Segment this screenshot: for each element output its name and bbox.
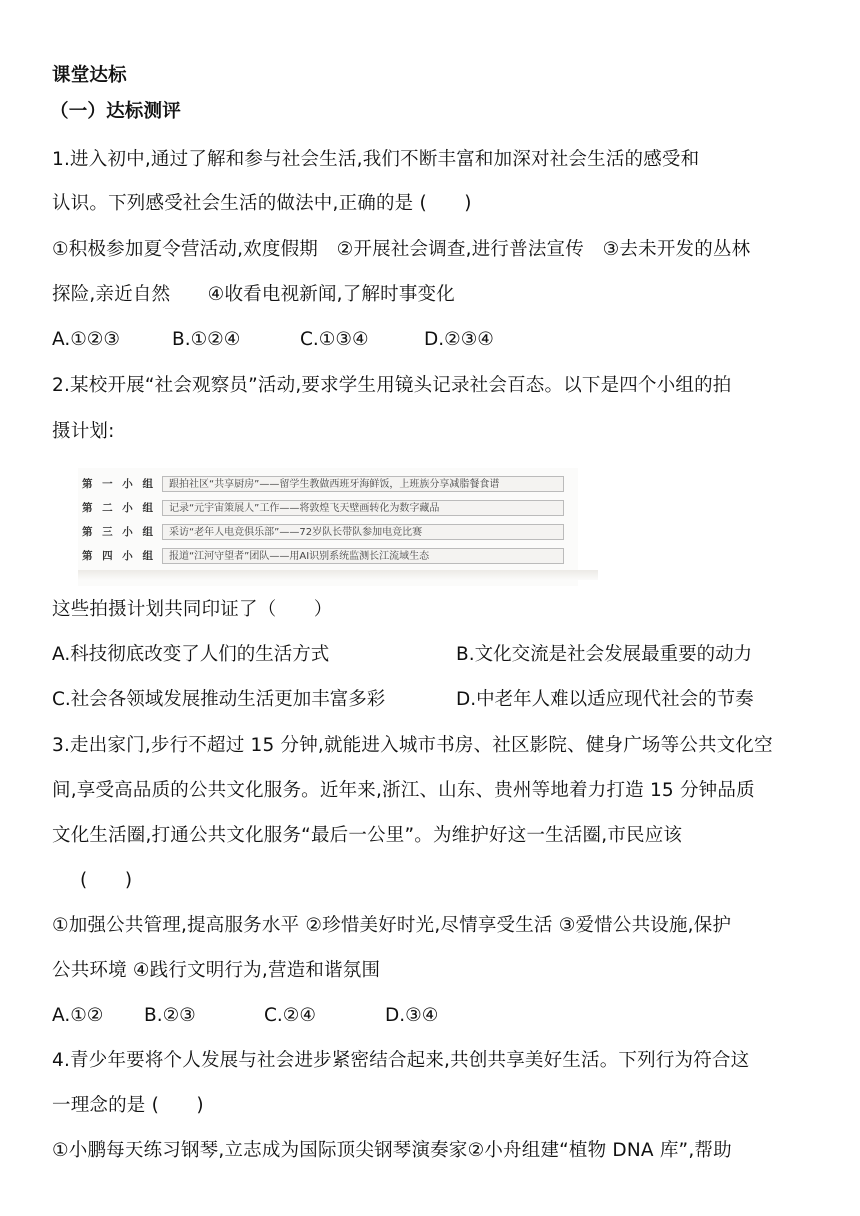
q4-statements-line1: ①小鹏每天练习钢琴,立志成为国际顶尖钢琴演奏家②小舟组建“植物 DNA 库”,帮助 [52,1140,732,1161]
q2-stem-line1: 2.某校开展“社会观察员”活动,要求学生用镜头记录社会百态。以下是四个小组的拍 [52,375,732,396]
q3-stem-line3: 文化生活圈,打通公共文化服务“最后一公里”。为维护好这一生活圈,市民应该 [52,825,683,846]
q3-option-a: A.①② [52,1005,104,1026]
q3-option-d: D.③④ [385,1005,439,1026]
q1-stem-line2: 认识。下列感受社会生活的做法中,正确的是 ( ) [52,193,472,214]
table-row [78,498,578,518]
section-title: 课堂达标 [52,65,127,86]
q2-option-d: D.中老年人难以适应现代社会的节奏 [456,689,754,710]
table-row [78,546,578,566]
q1-stem-line1: 1.进入初中,通过了解和参与社会生活,我们不断丰富和加深对社会生活的感受和 [52,149,700,170]
q1-option-d: D.②③④ [424,329,494,350]
q3-statements-line2: 公共环境 ④践行文明行为,营造和谐氛围 [52,960,381,981]
q1-option-b: B.①②④ [172,329,241,350]
table-plan-text: 记录“元宇宙策展人”工作——将敦煌飞天壁画转化为数字藏品 [162,500,564,516]
q3-statements-line1: ①加强公共管理,提高服务水平 ②珍惜美好时光,尽情享受生活 ③爱惜公共设施,保护 [52,915,732,936]
q2-question: 这些拍摄计划共同印证了（ ） [52,599,333,620]
table-plan-text: 采访“老年人电竞俱乐部”——72岁队长带队参加电竞比赛 [162,524,564,540]
shooting-plan-table [78,468,578,586]
q2-option-c: C.社会各领域发展推动生活更加丰富多彩 [52,689,386,710]
q1-option-c: C.①③④ [300,329,369,350]
table-group-label: 第 四 小 组 [82,550,156,562]
q1-option-a: A.①②③ [52,329,120,350]
q3-answer-bracket: ( ) [80,870,133,891]
table-group-label: 第 二 小 组 [82,502,156,514]
section-subtitle: （一）达标测评 [50,101,181,122]
q3-stem-line2: 间,享受高品质的公共文化服务。近年来,浙江、山东、贵州等地着力打造 15 分钟品质 [52,780,755,801]
table-plan-text: 报道“江河守望者”团队——用AI识别系统监测长江流域生态 [162,548,564,564]
q2-stem-line2: 摄计划: [52,421,115,442]
q2-option-b: B.文化交流是社会发展最重要的动力 [456,644,753,665]
q4-stem-line1: 4.青少年要将个人发展与社会进步紧密结合起来,共创共享美好生活。下列行为符合这 [52,1050,750,1071]
table-row [78,522,578,542]
q1-statements-line1: ①积极参加夏令营活动,欢度假期 ②开展社会调查,进行普法宣传 ③去未开发的丛林 [52,239,751,260]
q3-option-c: C.②④ [264,1005,316,1026]
table-group-label: 第 一 小 组 [82,478,156,490]
q1-statements-line2: 探险,亲近自然 ④收看电视新闻,了解时事变化 [52,284,455,305]
q3-option-b: B.②③ [144,1005,196,1026]
table-bottom-shadow [78,570,598,580]
table-row [78,474,578,494]
q4-stem-line2: 一理念的是 ( ) [52,1095,204,1116]
table-group-label: 第 三 小 组 [82,526,156,538]
q2-option-a: A.科技彻底改变了人们的生活方式 [52,644,330,665]
q3-stem-line1: 3.走出家门,步行不超过 15 分钟,就能进入城市书房、社区影院、健身广场等公共文化空 [52,735,773,756]
table-plan-text: 跟拍社区“共享厨房”——留学生教做西班牙海鲜饭，上班族分享减脂餐食谱 [162,476,564,492]
